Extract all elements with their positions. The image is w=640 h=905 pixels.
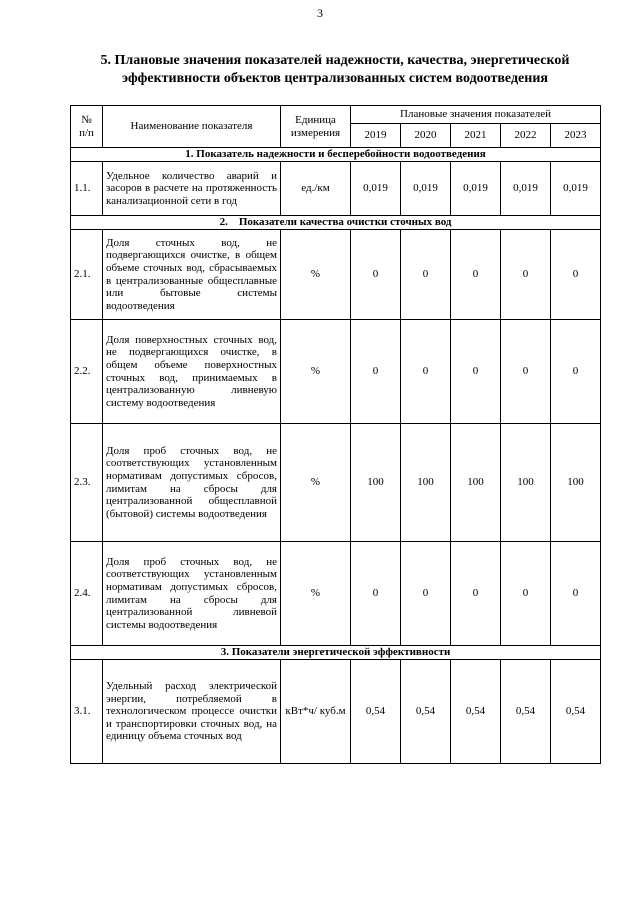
- row-number: 2.1.: [71, 230, 103, 320]
- row-number: 1.1.: [71, 162, 103, 216]
- plan-value: 100: [551, 424, 601, 542]
- plan-value: 0,019: [351, 162, 401, 216]
- page-number: 3: [317, 6, 323, 20]
- unit-of-measure: ед./км: [281, 162, 351, 216]
- table-row: [71, 660, 601, 764]
- plan-value: 0: [551, 320, 601, 424]
- plan-value: 0: [551, 230, 601, 320]
- row-number: 2.3.: [71, 424, 103, 542]
- plan-value: 100: [351, 424, 401, 542]
- header-name: Наименование показателя: [103, 106, 281, 148]
- unit-of-measure: кВт*ч/ куб.м: [281, 660, 351, 764]
- header-year: 2019: [351, 124, 401, 148]
- plan-value: 0,54: [451, 660, 501, 764]
- indicator-name: Доля поверхностных сточных вод, не подвергающихся очистке, в общем объеме поверхностных сточных вод, принимаемых в централизованную ливневую систему водоотведения: [103, 320, 281, 424]
- plan-value: 0: [501, 230, 551, 320]
- plan-value: 0: [351, 542, 401, 646]
- plan-value: 100: [451, 424, 501, 542]
- plan-value: 0: [351, 230, 401, 320]
- plan-value: 0: [551, 542, 601, 646]
- plan-value: 0: [451, 542, 501, 646]
- table-body: [71, 106, 601, 764]
- plan-value: 0: [401, 542, 451, 646]
- plan-value: 0,019: [551, 162, 601, 216]
- table-row: [71, 162, 601, 216]
- plan-value: 0: [401, 320, 451, 424]
- indicator-name: Доля проб сточных вод, не соответствующих установленным нормативам допустимых сбросов, лимитам на сбросы для централизованной общесплавной (бытовой) системы водоотведения: [103, 424, 281, 542]
- plan-value: 0,54: [351, 660, 401, 764]
- plan-value: 100: [401, 424, 451, 542]
- row-number: 2.2.: [71, 320, 103, 424]
- table-row: [71, 542, 601, 646]
- plan-value: 0: [451, 230, 501, 320]
- indicators-table: [70, 105, 601, 764]
- plan-value: 0: [501, 320, 551, 424]
- plan-value: 0: [451, 320, 501, 424]
- plan-value: 0: [401, 230, 451, 320]
- unit-of-measure: %: [281, 320, 351, 424]
- plan-value: 0: [501, 542, 551, 646]
- section-row: [71, 646, 601, 660]
- unit-of-measure: %: [281, 424, 351, 542]
- header-num: № п/п: [71, 106, 103, 148]
- table-row: [71, 230, 601, 320]
- indicator-name: Удельный расход электрической энергии, потребляемой в технологическом процессе очистки и транспортировки сточных вод, на единицу объема сточных вод: [103, 660, 281, 764]
- table-row: [71, 424, 601, 542]
- unit-of-measure: %: [281, 542, 351, 646]
- table-row: [71, 320, 601, 424]
- plan-value: 0,019: [401, 162, 451, 216]
- section-row: [71, 148, 601, 162]
- section-row: [71, 216, 601, 230]
- section-title: 1. Показатель надежности и бесперебойности водоотведения: [71, 148, 601, 162]
- plan-value: 0,54: [551, 660, 601, 764]
- row-number: 3.1.: [71, 660, 103, 764]
- header-unit: Единица измерения: [281, 106, 351, 148]
- plan-value: 100: [501, 424, 551, 542]
- document-title: 5. Плановые значения показателей надежности, качества, энергетической эффективности объектов централизованных систем водоотведения: [100, 53, 570, 86]
- header-year: 2023: [551, 124, 601, 148]
- plan-value: 0,54: [401, 660, 451, 764]
- plan-value: 0,019: [451, 162, 501, 216]
- header-year: 2020: [401, 124, 451, 148]
- indicator-name: Доля сточных вод, не подвергающихся очистке, в общем объеме сточных вод, сбрасываемых в централизованные общесплавные или бытовые системы водоотведения: [103, 230, 281, 320]
- plan-value: 0,54: [501, 660, 551, 764]
- plan-value: 0,019: [501, 162, 551, 216]
- indicator-name: Удельное количество аварий и засоров в расчете на протяженность канализационной сети в год: [103, 162, 281, 216]
- header-year: 2022: [501, 124, 551, 148]
- indicator-name: Доля проб сточных вод, не соответствующих установленным нормативам допустимых сбросов, лимитам на сбросы для централизованной ливневой системы водоотведения: [103, 542, 281, 646]
- section-title: 2. Показатели качества очистки сточных вод: [71, 216, 601, 230]
- unit-of-measure: %: [281, 230, 351, 320]
- section-title: 3. Показатели энергетической эффективности: [71, 646, 601, 660]
- header-row-top: [71, 106, 601, 124]
- header-plan: Плановые значения показателей: [351, 106, 601, 124]
- header-year: 2021: [451, 124, 501, 148]
- row-number: 2.4.: [71, 542, 103, 646]
- plan-value: 0: [351, 320, 401, 424]
